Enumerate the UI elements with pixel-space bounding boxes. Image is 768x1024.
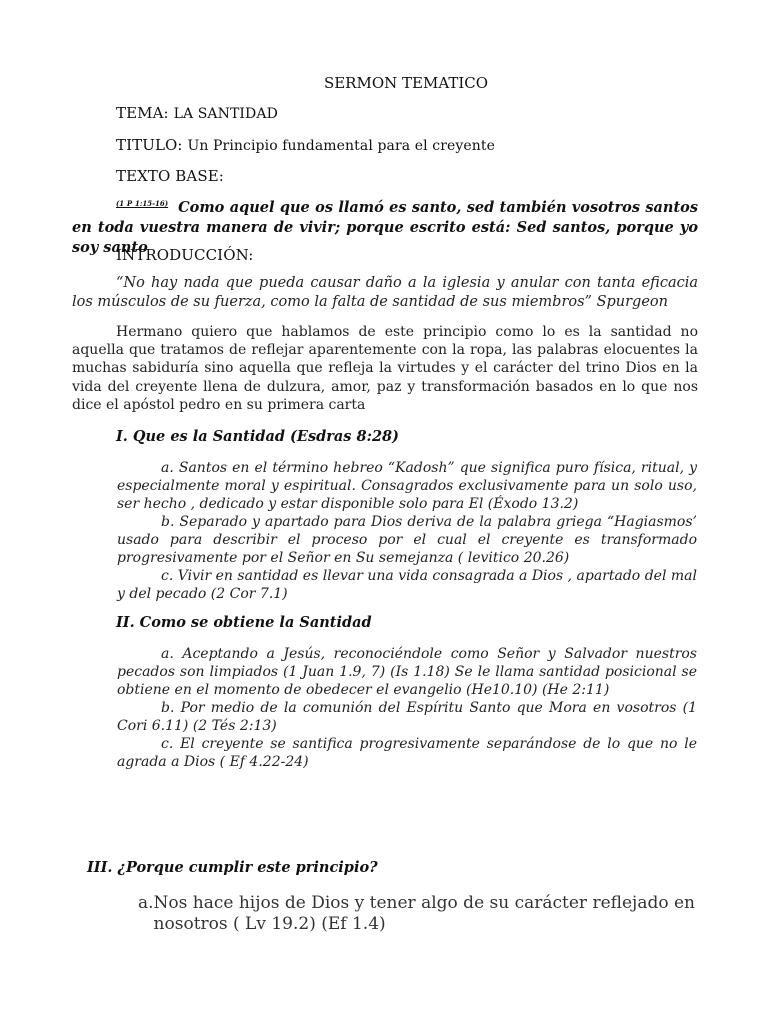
tema-label: TEMA:: [116, 104, 169, 122]
introduccion-label: INTRODUCCIÓN:: [116, 246, 254, 264]
document-title: SERMON TEMATICO: [323, 74, 489, 92]
tema-line: [116, 104, 278, 122]
spurgeon-quote: “No hay nada que pueda causar daño a la iglesia y anular con tanta eficacia los músculos de su fuerza, como la falta de santidad de sus miembros” Spurgeon: [72, 275, 698, 310]
titulo-value: Un Principio fundamental para el creyente: [187, 138, 496, 154]
list-letter: a.: [138, 893, 154, 913]
titulo-line: [116, 136, 495, 154]
section-3-title: III. ¿Porque cumplir este principio?: [87, 859, 378, 876]
verse-text: Como aquel que os llamó es santo, sed también vosotros santos en toda vuestra manera de vivir; porque escrito está: Sed santos, porque yo soy santo: [72, 199, 698, 256]
intro-paragraph: Hermano quiero que hablamos de este principio como lo es la santidad no aquella que tratamos de reflejar aparentemente con la ropa, las palabras elocuentes la muchas sabiduría sino aquella que refleja la virtudes y el carácter del trino Dios en la vida del creyente llena de dulzura, amor, paz y transformación basados en lo que nos dice el apóstol pedro en su primera carta: [72, 324, 698, 413]
list-item: a. Aceptando a Jesús, reconociéndole como Señor y Salvador nuestros pecados son limpiados (1 Juan 1.9, 7) (Is 1.18) Se le llama santidad posicional se obtiene en el momento de obedecer el evangelio (He10.10) (He 2:11): [117, 646, 697, 698]
list-item: c. El creyente se santifica progresivamente separándose de lo que no le agrada a Dios ( Ef 4.22-24): [117, 736, 697, 770]
list-item: b. Por medio de la comunión del Espíritu Santo que Mora en vosotros (1 Cori 6.11) (2 Tés 2:13): [117, 700, 697, 734]
texto-base-label: TEXTO BASE:: [116, 167, 224, 185]
section-1-list: [117, 459, 697, 603]
list-item: [138, 893, 698, 935]
titulo-label: TITULO:: [116, 136, 183, 154]
tema-value: LA SANTIDAD: [173, 106, 278, 122]
list-item: a. Santos en el término hebreo “Kadosh” que significa puro física, ritual, y especialmente moral y espiritual. Consagrados exclusivamente para un solo uso, ser hecho , dedicado y estar disponible solo para El (Éxodo 13.2): [117, 460, 697, 512]
section-2-list: [117, 645, 697, 771]
list-item-text: Nos hace hijos de Dios y tener algo de su carácter reflejado en nosotros ( Lv 19.2) (Ef 1.4): [153, 893, 695, 934]
section-2-title: II. Como se obtiene la Santidad: [116, 614, 372, 631]
list-item: c. Vivir en santidad es llevar una vida consagrada a Dios , apartado del mal y del pecado (2 Cor 7.1): [117, 568, 697, 602]
section-1-title: I. Que es la Santidad (Esdras 8:28): [116, 428, 399, 445]
list-item: b. Separado y apartado para Dios deriva de la palabra griega “Hagiasmos’ usado para describir el proceso por el cual el creyente es transformado progresivamente por el Señor en Su semejanza ( levitico 20.26): [117, 514, 697, 566]
verse-reference: (1 P 1:15-16): [116, 199, 169, 208]
section-3-list: [138, 893, 698, 935]
